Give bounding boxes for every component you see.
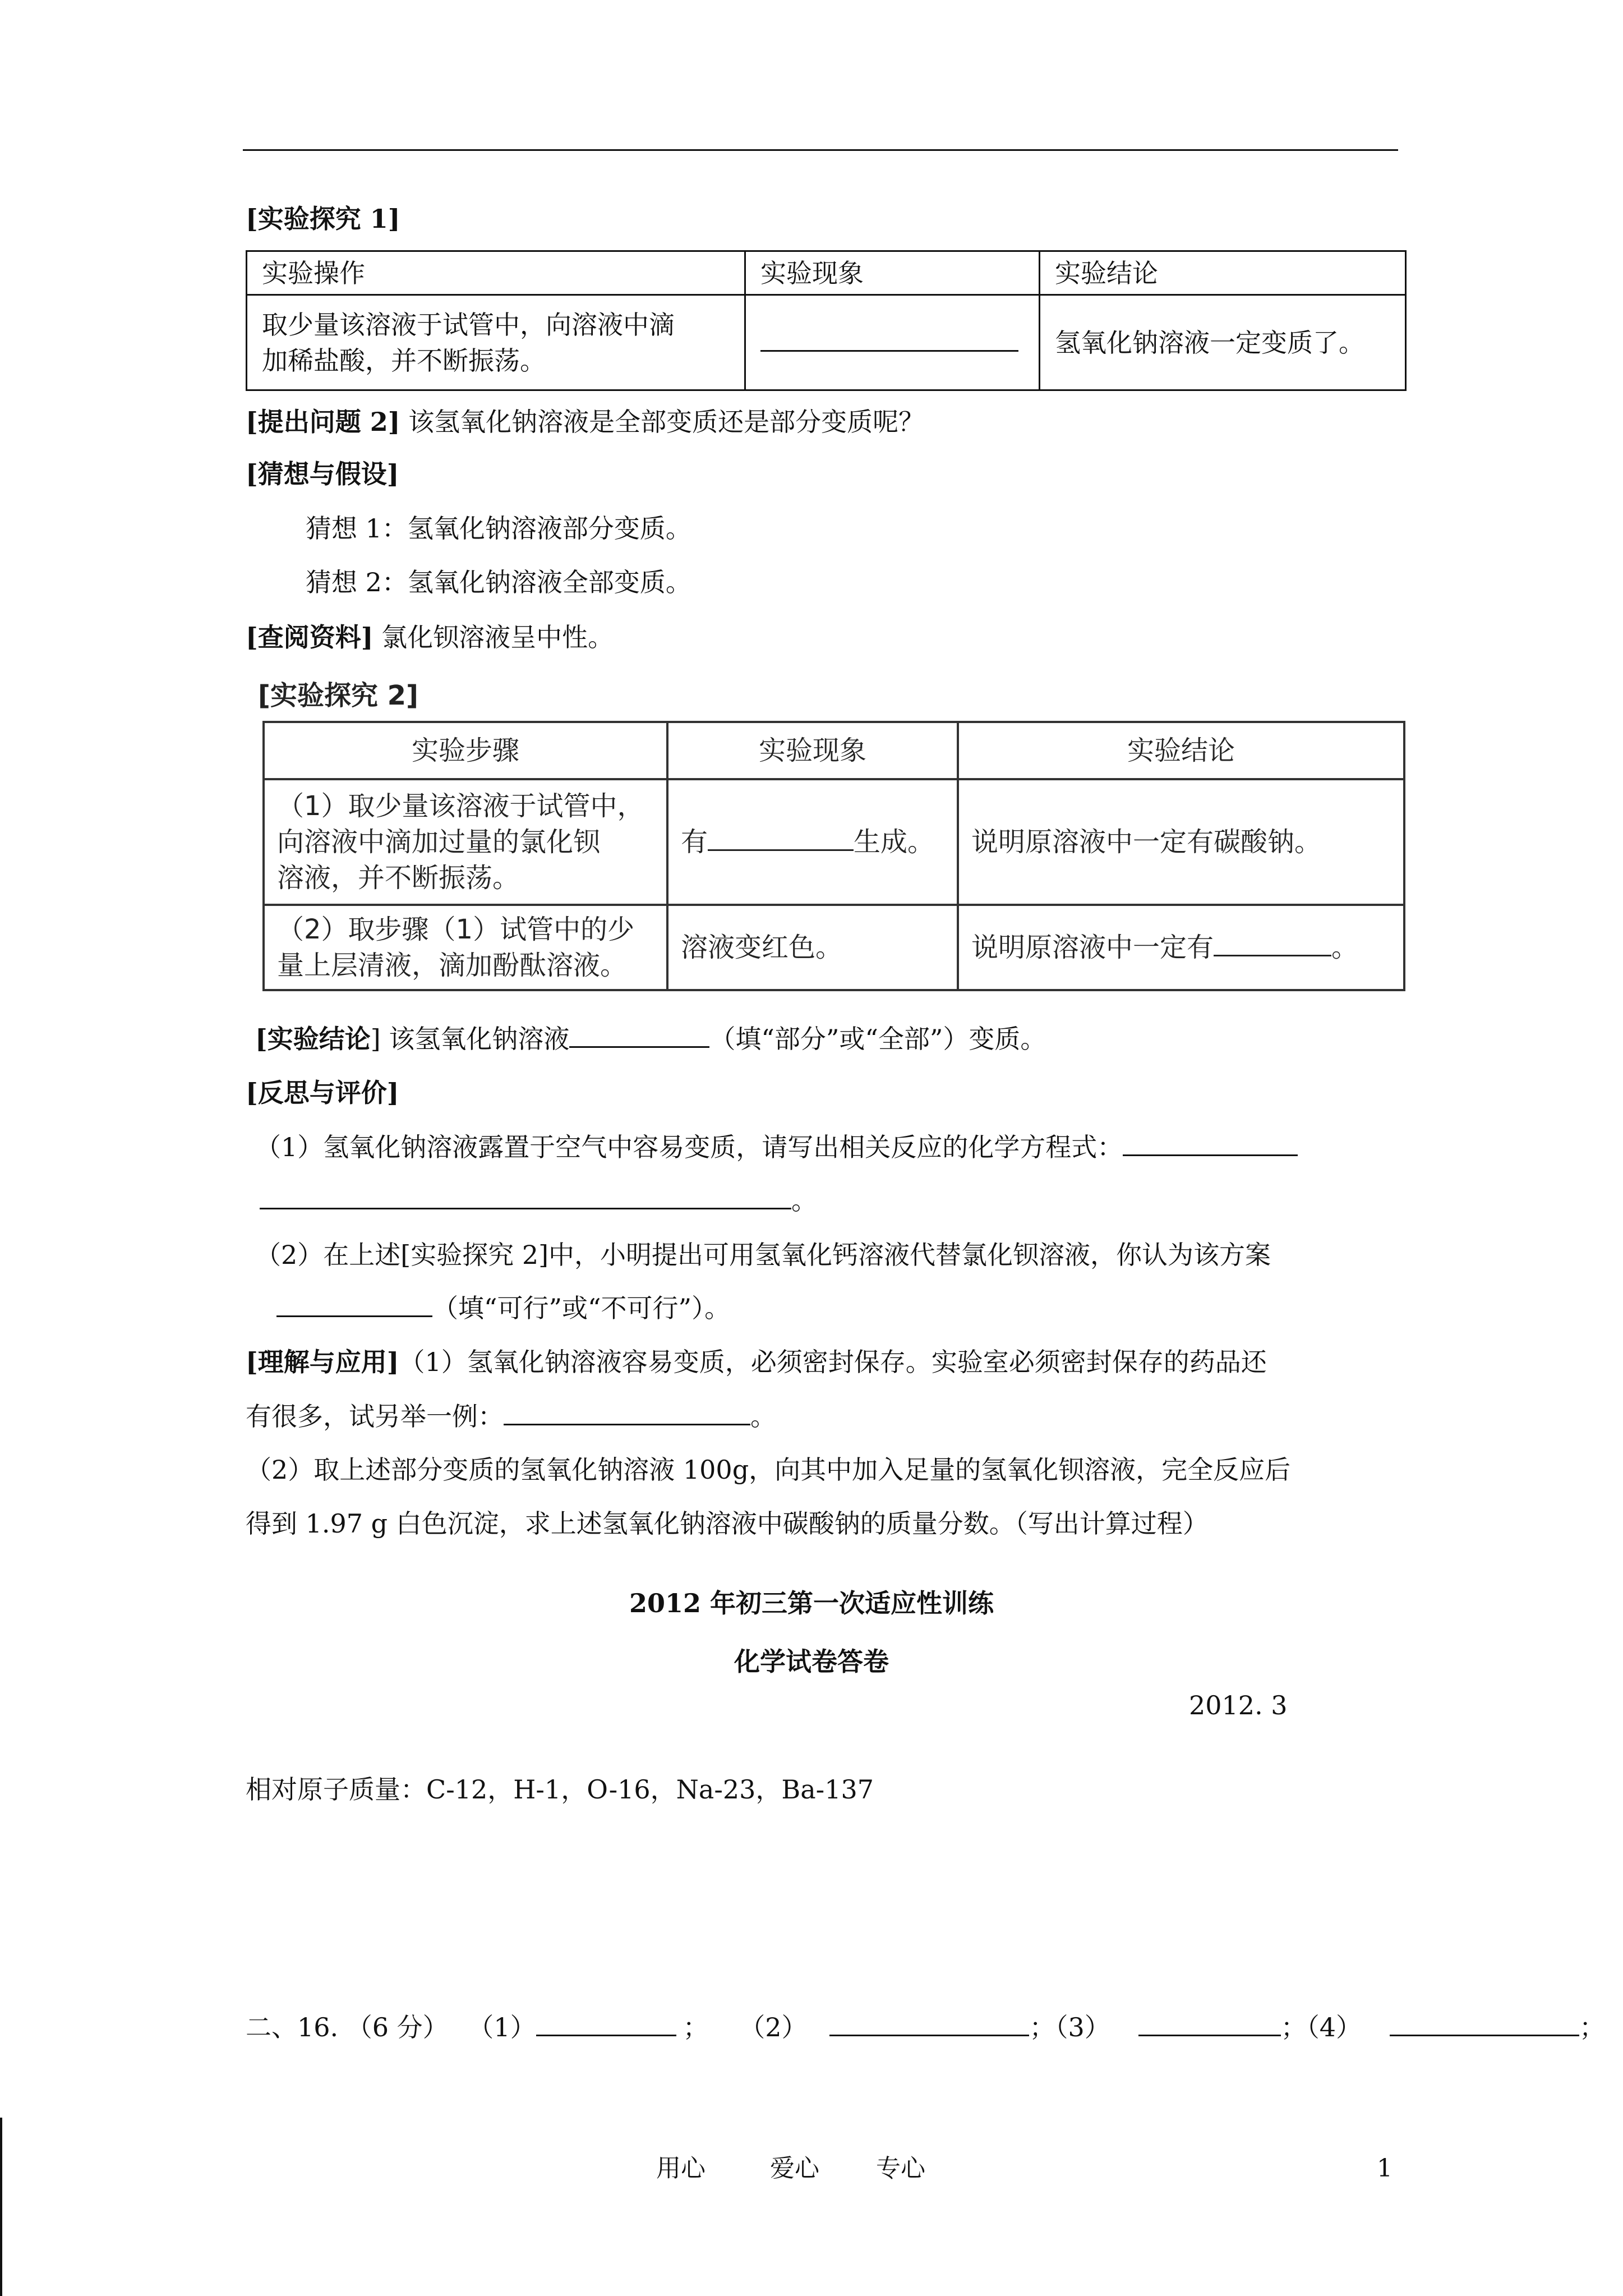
q16-2-label: （2） xyxy=(739,2012,808,2042)
exp1-op-line1: 取少量该溶液于试管中，向溶液中滴 xyxy=(262,309,675,340)
exp2-r2-concl xyxy=(958,905,1404,990)
reflect-p1-blank xyxy=(1123,1154,1298,1156)
apply-p1a-text: （1）氢氧化钠溶液容易变质，必须密封保存。实验室必须密封保存的药品还 xyxy=(399,1347,1267,1377)
q16-line xyxy=(246,2010,1605,2044)
exp2-r1-phen xyxy=(667,779,958,905)
exp1-phen-cell xyxy=(745,295,1040,390)
exp2-r1-step-l3: 溶液，并不断振荡。 xyxy=(277,862,520,894)
hyp-1: 猜想 1：氢氧化钠溶液部分变质。 xyxy=(306,513,691,544)
hyp-label: [猜想与假设] xyxy=(246,459,399,489)
concl-pre: 该氢氧化钠溶液 xyxy=(380,1024,570,1054)
apply-p2a: （2）取上述部分变质的氢氧化钠溶液 100g，向其中加入足量的氢氧化钡溶液，完全反应后 xyxy=(246,1455,1291,1485)
exp1-title: [实验探究 1] xyxy=(246,204,400,234)
concl-line xyxy=(255,1022,1046,1056)
exp2-r2-concl-post: 。 xyxy=(1331,932,1359,963)
binding-edge xyxy=(0,2118,2,2296)
header-rule xyxy=(243,149,1398,151)
exp1-phen-blank xyxy=(760,349,1018,352)
exp2-title: [实验探究 2] xyxy=(258,680,418,711)
exp2-r1-concl: 说明原溶液中一定有碳酸钠。 xyxy=(958,779,1404,905)
reflect-p2: （2）在上述[实验探究 2]中，小明提出可用氢氧化钙溶液代替氯化钡溶液，你认为该方案 xyxy=(255,1240,1271,1270)
reflect-p2-blank xyxy=(276,1315,432,1317)
exp2-r1-step-l2: 向溶液中滴加过量的氯化钡 xyxy=(277,826,601,858)
exp2-header-phen: 实验现象 xyxy=(667,722,958,779)
atomic-masses: 相对原子质量：C-12，H-1，O-16，Na-23，Ba-137 xyxy=(246,1774,874,1805)
reflect-p2-cont xyxy=(276,1291,730,1325)
concl-label-end: ] xyxy=(370,1024,381,1054)
apply-p2b: 得到 1.97 g 白色沉淀，求上述氢氧化钠溶液中碳酸钠的质量分数。（写出计算过程） xyxy=(246,1508,1209,1539)
exp1-header-phen: 实验现象 xyxy=(745,251,1040,295)
concl-post: （填“部分”或“全部”）变质。 xyxy=(709,1024,1046,1054)
apply-p1b-blank xyxy=(504,1423,750,1425)
q2-label: [提出问题 2] xyxy=(246,407,400,437)
exp2-header-step: 实验步骤 xyxy=(264,722,667,779)
exp2-r1-step xyxy=(264,779,667,905)
reflect-label: [反思与评价] xyxy=(246,1078,399,1108)
q16-2-blank xyxy=(829,2034,1029,2036)
reflect-p1-text: （1）氢氧化钠溶液露置于空气中容易变质，请写出相关反应的化学方程式： xyxy=(255,1132,1123,1162)
reflect-p2-end: （填“可行”或“不可行”）。 xyxy=(432,1293,731,1323)
exp1-table xyxy=(246,250,1407,391)
exp2-r1-blank xyxy=(708,849,854,851)
q16-3-label: ；（3） xyxy=(1029,2012,1110,2042)
exp2-r1-step-l1: （1）取少量该溶液于试管中， xyxy=(277,790,644,822)
hyp-2: 猜想 2：氢氧化钠溶液全部变质。 xyxy=(306,567,691,597)
exp2-header-concl: 实验结论 xyxy=(958,722,1404,779)
reflect-p1-end: 。 xyxy=(791,1185,817,1216)
ref-text: 氯化钡溶液呈中性。 xyxy=(373,622,614,652)
footer-motto-2: 爱心 xyxy=(770,2154,819,2183)
apply-p1b-end: 。 xyxy=(750,1401,776,1432)
apply-label: [理解与应用] xyxy=(246,1347,399,1377)
exp1-concl: 氢氧化钠溶液一定变质了。 xyxy=(1040,295,1406,390)
exp1-op-line2: 加稀盐酸，并不断振荡。 xyxy=(262,345,546,376)
exp2-r1-phen-pre: 有 xyxy=(681,826,708,858)
exp2-r2-step xyxy=(264,905,667,990)
reflect-p1-blank2 xyxy=(260,1207,791,1209)
exp2-table xyxy=(262,721,1405,991)
q16-4-label: ；（4） xyxy=(1280,2012,1362,2042)
q2-line xyxy=(246,405,924,439)
exp1-header-op: 实验操作 xyxy=(247,251,745,295)
exp2-r2-step-l2: 量上层清液，滴加酚酞溶液。 xyxy=(277,950,628,981)
apply-p1a xyxy=(246,1345,1267,1379)
q2-text: 该氢氧化钠溶液是全部变质还是部分变质呢？ xyxy=(400,407,925,437)
q16-3-blank xyxy=(1138,2034,1281,2036)
q16-1-blank xyxy=(536,2034,676,2036)
reflect-p1 xyxy=(255,1130,1298,1164)
apply-p1b xyxy=(246,1400,776,1433)
answer-date: 2012. 3 xyxy=(1189,1690,1288,1720)
footer-motto-1: 用心 xyxy=(656,2154,706,2183)
concl-label: [实验结论 xyxy=(255,1024,371,1054)
concl-blank xyxy=(569,1046,709,1048)
footer-motto-3: 专心 xyxy=(876,2154,925,2183)
q16-4-blank xyxy=(1390,2034,1579,2036)
answer-subtitle: 化学试卷答卷 xyxy=(734,1646,889,1677)
apply-p1b-text: 有很多，试另举一例： xyxy=(246,1401,504,1432)
answer-title: 2012 年初三第一次适应性训练 xyxy=(629,1588,994,1618)
ref-line xyxy=(246,620,614,654)
exp2-r2-blank xyxy=(1214,954,1331,956)
exp2-r1-phen-post: 生成。 xyxy=(854,826,935,858)
q16-4-semi: ； xyxy=(1579,2012,1606,2042)
reflect-p1-cont xyxy=(260,1184,817,1217)
exp2-r2-concl-pre: 说明原溶液中一定有 xyxy=(971,932,1214,963)
ref-label: [查阅资料] xyxy=(246,622,374,652)
q16-1-label: （1） xyxy=(468,2012,536,2042)
exp2-r2-step-l1: （2）取步骤（1）试管中的少 xyxy=(277,914,635,945)
exp2-r2-phen: 溶液变红色。 xyxy=(667,905,958,990)
exp1-op-cell xyxy=(247,295,745,390)
exp1-header-concl: 实验结论 xyxy=(1040,251,1406,295)
q16-1-semi: ； xyxy=(683,2012,709,2042)
q16-prefix: 二、16. （6 分） xyxy=(246,2012,449,2042)
page-number: 1 xyxy=(1377,2154,1393,2183)
